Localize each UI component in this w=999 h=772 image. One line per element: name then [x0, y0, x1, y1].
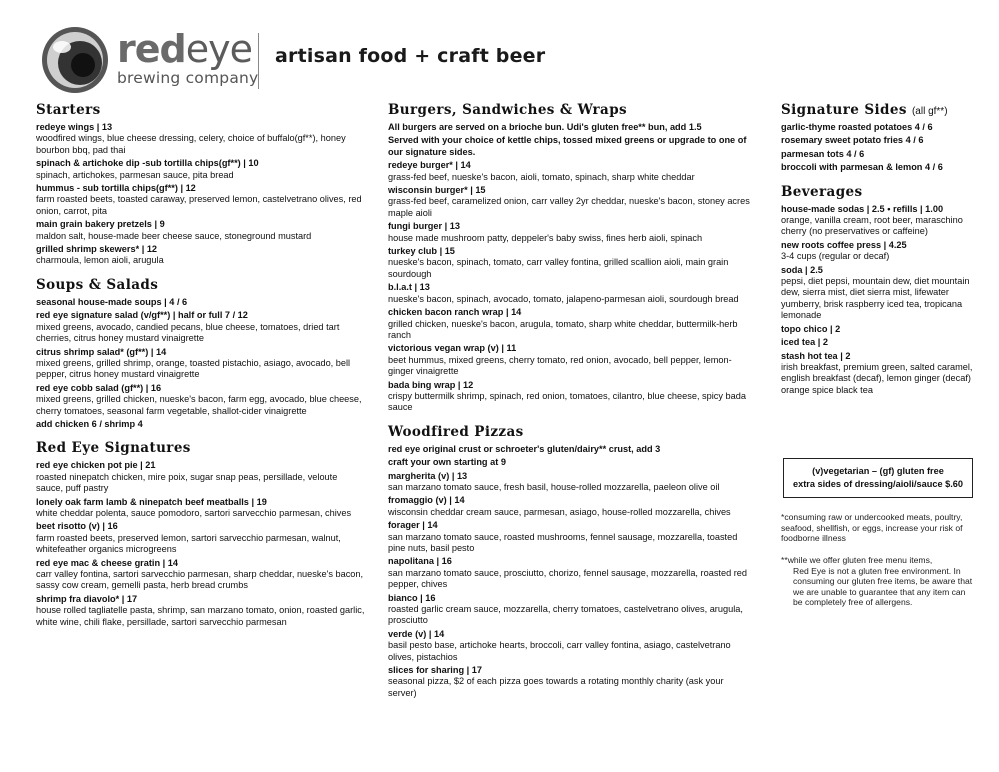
menu-item	[781, 240, 976, 263]
menu-item-name: citrus shrimp salad* (gf**) | 14	[36, 346, 167, 357]
menu-item	[36, 244, 366, 267]
menu-item	[388, 471, 753, 494]
menu-item-description: roasted ninepatch chicken, mire poix, sugar snap peas, persillade, veloute sauce, puff pastry	[36, 471, 338, 494]
menu-column-right	[781, 102, 976, 406]
menu-section	[781, 102, 976, 174]
section-intro: red eye original crust or schroeter's gluten/dairy** crust, add 3	[388, 443, 661, 454]
menu-item	[388, 556, 753, 590]
section-title	[781, 102, 976, 118]
section-intro: craft your own starting at 9	[388, 457, 506, 468]
section-title-text: Starters	[36, 102, 101, 118]
menu-section	[36, 440, 366, 628]
menu-section	[781, 184, 976, 397]
menu-item-name: redeye wings | 13	[36, 122, 113, 132]
menu-item	[36, 297, 366, 308]
menu-item	[36, 419, 366, 430]
menu-item	[36, 383, 366, 417]
menu-item	[36, 594, 366, 628]
menu-item-name: forager | 14	[388, 520, 438, 531]
menu-item	[388, 593, 753, 627]
menu-item-name: rosemary sweet potato fries 4 / 6	[781, 135, 924, 146]
menu-item-description: spinach, artichokes, parmesan sauce, pita bread	[36, 169, 234, 180]
menu-item	[781, 149, 976, 160]
menu-item	[781, 122, 976, 133]
menu-item-name: iced tea | 2	[781, 337, 829, 348]
menu-item	[781, 351, 976, 397]
menu-item	[388, 495, 753, 518]
menu-item-description: mixed greens, avocado, candied pecans, blue cheese, tomatoes, dried tart cherries, citrus honey mustard vinaigrette	[36, 321, 340, 344]
menu-item-name: red eye signature salad (v/gf**) | half or full 7 / 12	[36, 310, 248, 321]
menu-item-name: new roots coffee press | 4.25	[781, 239, 907, 250]
menu-item	[781, 337, 976, 348]
menu-item-name: fromaggio (v) | 14	[388, 495, 465, 506]
menu-item-description: nueske's bacon, spinach, tomato, carr valley fontina, grilled scallion aioli, main grain sourdough	[388, 257, 729, 279]
section-title	[388, 424, 753, 440]
section-intro: Served with your choice of kettle chips, tossed mixed greens or upgrade to one of our signature sides.	[388, 135, 747, 157]
menu-item-description: white cheddar polenta, sauce pomodoro, sartori sarvecchio parmesan, chives	[36, 507, 352, 518]
legend-line-extras: extra sides of dressing/aioli/sauce $.60	[792, 479, 964, 489]
section-intro: All burgers are served on a brioche bun. Udi's gluten free** bun, add 1.5	[388, 122, 702, 132]
menu-item-description: house rolled tagliatelle pasta, shrimp, san marzano tomato, onion, roasted garlic, white wine, chili flake, persillade, sartori sarvecchio parmesan	[36, 605, 365, 627]
footnote-gf-rest: Red Eye is not a gluten free environment. In consuming our gluten free items, be aware that we are unable to guarantee that any item can be completely free of allergens.	[793, 565, 973, 608]
section-title-note: (all gf**)	[911, 106, 948, 117]
menu-item	[36, 497, 366, 520]
menu-item	[781, 135, 976, 146]
menu-item-name: bianco | 16	[388, 592, 436, 603]
legend-line-diet: (v)vegetarian – (gf) gluten free	[812, 466, 944, 476]
menu-section	[388, 424, 753, 700]
menu-item-description: san marzano tomato sauce, prosciutto, chorizo, fennel sausage, mozzarella, roasted red pepper, chives	[388, 567, 748, 590]
menu-item	[36, 521, 366, 555]
menu-item	[388, 282, 753, 305]
menu-item-description: 3-4 cups (regular or decaf)	[781, 251, 890, 262]
section-title-text: Soups & Salads	[36, 276, 159, 293]
menu-item-description: pepsi, diet pepsi, mountain dew, diet mountain dew, sierra mist, diet sierra mist, lifewater yumberry, brisk raspberry iced tea, tropicana lemonade	[781, 276, 970, 321]
menu-item-description: basil pesto base, artichoke hearts, broccoli, carr valley fontina, asiago, castelvetrano olives, pistachios	[388, 640, 731, 662]
menu-item-name: wisconsin burger* | 15	[388, 185, 486, 196]
menu-item-description: charmoula, lemon aioli, arugula	[36, 255, 164, 266]
menu-item-name: b.l.a.t | 13	[388, 282, 430, 293]
section-title-text: Red Eye Signatures	[36, 440, 191, 457]
menu-item	[36, 158, 366, 181]
menu-item-name: main grain bakery pretzels | 9	[36, 219, 165, 230]
section-title	[36, 440, 366, 456]
menu-item-description: farm roasted beets, preserved lemon, sartori sarvecchio parmesan, walnut, whitefeather organics microgreens	[36, 532, 341, 555]
menu-item-name: napolitana | 16	[388, 556, 452, 567]
menu-item-description: mixed greens, grilled chicken, nueske's bacon, farm egg, avocado, blue cheese, cherry tomatoes, seasonal farm vegetable, shallot-cider vinaigrette	[36, 394, 362, 416]
section-title-text: Beverages	[781, 183, 863, 200]
menu-item-name: redeye burger* | 14	[388, 160, 471, 171]
tagline: artisan food + craft beer	[275, 45, 546, 67]
menu-item-name: grilled shrimp skewers* | 12	[36, 244, 158, 255]
menu-item-description: seasonal pizza, $2 of each pizza goes towards a rotating monthly charity (ask your server)	[388, 676, 724, 698]
menu-item-description: nueske's bacon, spinach, avocado, tomato, jalapeno-parmesan aioli, sourdough bread	[388, 293, 739, 304]
menu-section	[388, 102, 753, 414]
menu-item-description: beet hummus, mixed greens, cherry tomato, red onion, avocado, bell pepper, lemon-ginger vinaigrette	[388, 354, 732, 377]
menu-item-name: turkey club | 15	[388, 246, 455, 257]
menu-item-name: seasonal house-made soups | 4 / 6	[36, 296, 188, 307]
menu-item-description: san marzano tomato sauce, roasted mushrooms, fennel sausage, mozzarella, toasted pine nuts, basil pesto	[388, 531, 738, 553]
menu-item-name: red eye chicken pot pie | 21	[36, 460, 156, 471]
menu-item-description: orange, vanilla cream, root beer, maraschino cherry (no preservatives or caffeine)	[781, 215, 963, 237]
menu-item	[388, 520, 753, 554]
section-title	[781, 184, 976, 200]
menu-item-description: crispy buttermilk shrimp, spinach, red onion, tomatoes, cilantro, blue cheese, spicy bada sauce	[388, 390, 746, 413]
menu-item	[36, 310, 366, 344]
menu-section	[36, 102, 366, 267]
menu-item	[388, 665, 753, 699]
menu-item-description: wisconsin cheddar cream sauce, parmesan, asiago, house-rolled mozzarella, chives	[388, 506, 731, 517]
menu-item-description: mixed greens, grilled shrimp, orange, toasted pistachio, asiago, avocado, bell pepper, citrus honey mustard vinaigrette	[36, 357, 351, 380]
menu-item-description: roasted garlic cream sauce, mozzarella, cherry tomatoes, castelvetrano olives, arugula, prosciutto	[388, 604, 743, 626]
brand-name: redeye	[117, 27, 252, 71]
menu-item	[36, 558, 366, 592]
menu-item-name: house-made sodas | 2.5 • refills | 1.00	[781, 203, 944, 214]
menu-item	[388, 629, 753, 663]
menu-item-name: parmesan tots 4 / 6	[781, 148, 865, 159]
menu-item-description: house made mushroom patty, deppeler's baby swiss, fines herb aioli, spinach	[388, 232, 703, 243]
section-title-text: Burgers, Sandwiches & Wraps	[388, 102, 628, 118]
menu-item-name: verde (v) | 14	[388, 628, 445, 639]
menu-item-name: add chicken 6 / shrimp 4	[36, 418, 143, 429]
menu-item-name: red eye mac & cheese gratin | 14	[36, 557, 178, 568]
menu-item-description: grass-fed beef, caramelized onion, carr valley 2yr cheddar, nueske's bacon, stoney acres maple aioli	[388, 196, 750, 218]
brand-subtitle: brewing company	[117, 69, 259, 87]
menu-item	[388, 221, 753, 244]
menu-item	[388, 246, 753, 280]
menu-item-name: hummus - sub tortilla chips(gf**) | 12	[36, 183, 196, 194]
menu-item-description: woodfired wings, blue cheese dressing, celery, choice of buffalo(gf**), honey bourbon bbq, pad thai	[36, 133, 346, 155]
menu-item	[36, 183, 366, 217]
menu-item	[36, 347, 366, 381]
menu-item	[388, 185, 753, 219]
menu-item-name: garlic-thyme roasted potatoes 4 / 6	[781, 122, 933, 132]
menu-column-left	[36, 102, 366, 638]
section-title	[36, 102, 366, 118]
menu-item-description: grilled chicken, nueske's bacon, arugula, tomato, sharp white cheddar, buttermilk-herb ranch	[388, 318, 738, 340]
section-title	[388, 102, 753, 118]
menu-item-name: topo chico | 2	[781, 323, 841, 334]
menu-item	[781, 324, 976, 335]
menu-item-description: farm roasted beets, toasted caraway, preserved lemon, castelvetrano olives, red onion, carrot, pita	[36, 194, 362, 216]
menu-item-description: irish breakfast, premium green, salted caramel, english breakfast (decaf), lemon ginger (decaf) orange spice black tea	[781, 361, 973, 395]
menu-item	[388, 307, 753, 341]
menu-column-center	[388, 102, 753, 709]
menu-item-description: carr valley fontina, sartori sarvecchio parmesan, sharp cheddar, nueske's bacon, sassy cow cream, gemelli pasta, herb bread crumbs	[36, 569, 364, 591]
menu-item	[388, 343, 753, 377]
menu-item-name: lonely oak farm lamb & ninepatch beef meatballs | 19	[36, 496, 267, 507]
menu-item	[36, 460, 366, 494]
menu-item	[388, 380, 753, 414]
menu-section	[36, 277, 366, 430]
menu-item-name: spinach & artichoke dip -sub tortilla chips(gf**) | 10	[36, 158, 259, 169]
section-title-text: Signature Sides	[781, 102, 907, 118]
menu-item	[781, 162, 976, 173]
section-title	[36, 277, 366, 293]
redeye-eye-logo-icon	[40, 25, 110, 95]
menu-item-description: maldon salt, house-made beer cheese sauce, stoneground mustard	[36, 230, 312, 241]
menu-header	[38, 25, 638, 95]
menu-item-name: red eye cobb salad (gf**) | 16	[36, 382, 162, 393]
menu-item-description: san marzano tomato sauce, fresh basil, house-rolled mozzarella, paeleon olive oil	[388, 481, 720, 492]
legend-box	[783, 458, 973, 498]
menu-item	[781, 204, 976, 238]
menu-item-name: soda | 2.5	[781, 264, 823, 275]
menu-item-name: chicken bacon ranch wrap | 14	[388, 307, 522, 318]
menu-item-name: victorious vegan wrap (v) | 11	[388, 343, 517, 354]
footnote-raw-food: *consuming raw or undercooked meats, poultry, seafood, shellfish, or eggs, increase your risk of foodborne illness	[781, 512, 963, 544]
menu-item-name: slices for sharing | 17	[388, 665, 482, 676]
menu-item-name: stash hot tea | 2	[781, 350, 851, 361]
section-title-text: Woodfired Pizzas	[388, 423, 524, 440]
menu-item	[781, 265, 976, 322]
footnote-gf-first-line: **while we offer gluten free menu items,	[781, 555, 933, 565]
menu-item-name: bada bing wrap | 12	[388, 379, 474, 390]
menu-item	[36, 122, 366, 156]
menu-item	[36, 219, 366, 242]
footnote-gluten-free	[781, 555, 976, 608]
header-divider	[258, 33, 259, 89]
menu-item-name: beet risotto (v) | 16	[36, 521, 118, 532]
menu-item-name: broccoli with parmesan & lemon 4 / 6	[781, 162, 943, 173]
menu-item-name: fungi burger | 13	[388, 221, 460, 232]
menu-item-name: shrimp fra diavolo* | 17	[36, 593, 138, 604]
menu-item-description: grass-fed beef, nueske's bacon, aioli, tomato, spinach, sharp white cheddar	[388, 171, 695, 182]
menu-item	[388, 160, 753, 183]
menu-item-name: margherita (v) | 13	[388, 470, 468, 481]
